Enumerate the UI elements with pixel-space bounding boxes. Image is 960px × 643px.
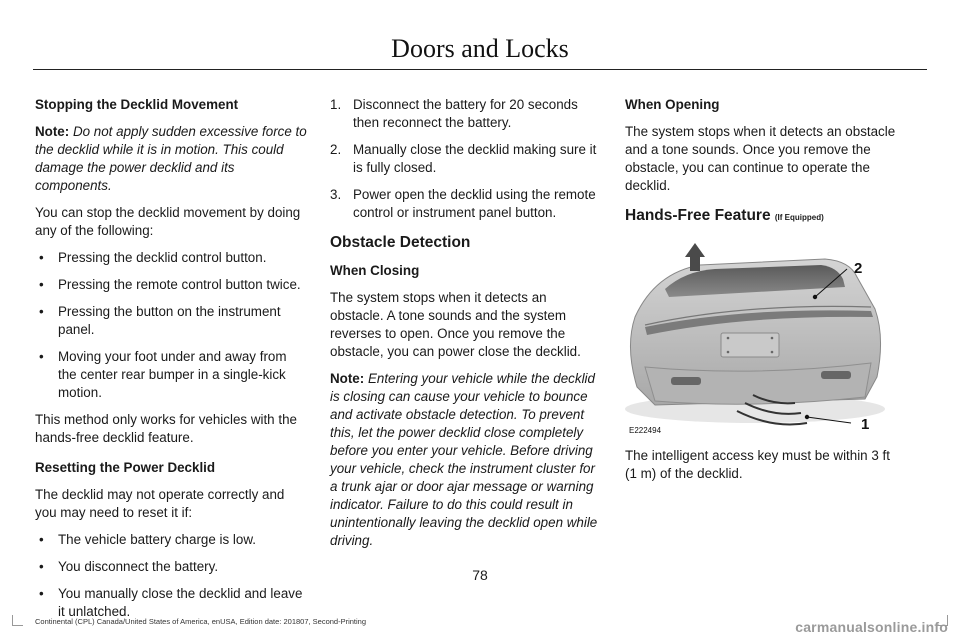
handsfree-title: Hands-Free Feature xyxy=(625,207,771,224)
step-number: 2. xyxy=(330,142,342,157)
step-number: 1. xyxy=(330,97,342,112)
key-text: The intelligent access key must be within 3 ft (1 m) of the decklid. xyxy=(625,448,890,481)
list-item: • Pressing the decklid control button. xyxy=(35,249,307,267)
stop-list xyxy=(35,249,307,402)
handsfree-qualifier: (If Equipped) xyxy=(774,213,824,222)
step-item xyxy=(330,96,602,132)
column-3 xyxy=(625,96,901,492)
step-text: Manually close the decklid making sure it is fully closed. xyxy=(353,142,597,175)
column-2 xyxy=(330,96,602,559)
note-paragraph xyxy=(35,123,307,195)
step-item xyxy=(330,141,602,177)
note-text: Entering your vehicle while the decklid is closing can cause your vehicle to bounce and activate obstacle detection. To prevent this, let the power decklid close completely before you enter your vehicle. Before driving your vehicle, check the instrument cluster for a trunk ajar or door ajar message or warning indicator. Failure to do this could result in unintentionally leaving the decklid open while driving. xyxy=(330,371,598,548)
opening-heading: When Opening xyxy=(625,97,720,112)
stopping-heading: Stopping the Decklid Movement xyxy=(35,97,239,112)
stop-intro: You can stop the decklid movement by doing any of the following: xyxy=(35,205,301,238)
header-divider xyxy=(33,69,927,70)
closing-note xyxy=(330,370,602,550)
exhaust-right xyxy=(821,371,851,379)
car-rear-illustration xyxy=(625,237,901,437)
note-label: Note: xyxy=(330,371,365,386)
list-item: • Moving your foot under and away from the center rear bumper in a single-kick motion. xyxy=(35,348,307,402)
step-item xyxy=(330,186,602,222)
crop-mark-left xyxy=(12,615,23,626)
closing-heading: When Closing xyxy=(330,263,420,278)
exhaust-left xyxy=(671,377,701,385)
step-text: Disconnect the battery for 20 seconds then reconnect the battery. xyxy=(353,97,578,130)
resetting-heading: Resetting the Power Decklid xyxy=(35,460,216,475)
opening-text: The system stops when it detects an obstacle and a tone sounds. Once you remove the obstacle, you can continue to operate the decklid. xyxy=(625,124,896,193)
edition-footer: Continental (CPL) Canada/United States of America, enUSA, Edition date: 201807, Second-Printing xyxy=(35,617,367,626)
list-item: • Pressing the remote control button twice. xyxy=(35,276,307,294)
step-number: 3. xyxy=(330,187,342,202)
handsfree-heading xyxy=(625,207,901,227)
car-rear-svg xyxy=(625,237,901,437)
step-text: Power open the decklid using the remote control or instrument panel button. xyxy=(353,187,596,220)
callout-2: 2 xyxy=(854,260,863,277)
obstacle-heading: Obstacle Detection xyxy=(330,234,471,251)
license-plate xyxy=(721,333,779,357)
watermark: carmanualsonline.info xyxy=(795,619,948,635)
resetting-intro: The decklid may not operate correctly and you may need to reset it if: xyxy=(35,487,285,520)
page-number: 78 xyxy=(472,567,488,583)
reset-steps xyxy=(330,96,602,222)
callout-1: 1 xyxy=(861,416,870,433)
hands-free-note: This method only works for vehicles with the hands-free decklid feature. xyxy=(35,412,297,445)
page-title: Doors and Locks xyxy=(391,34,569,63)
list-item: • The vehicle battery charge is low. xyxy=(35,531,307,549)
figure-code: E222494 xyxy=(629,426,662,435)
note-label: Note: xyxy=(35,124,70,139)
column-1 xyxy=(35,96,307,630)
list-item: • Pressing the button on the instrument panel. xyxy=(35,303,307,339)
note-text: Do not apply sudden excessive force to the decklid while it is in motion. This could damage the power decklid and its components. xyxy=(35,124,307,193)
closing-text: The system stops when it detects an obstacle. A tone sounds and the system reverses to open. Once you remove the obstacle, you can power close the decklid. xyxy=(330,290,581,359)
list-item: • You manually close the decklid and leave it unlatched. xyxy=(35,585,307,621)
list-item: • You disconnect the battery. xyxy=(35,558,307,576)
